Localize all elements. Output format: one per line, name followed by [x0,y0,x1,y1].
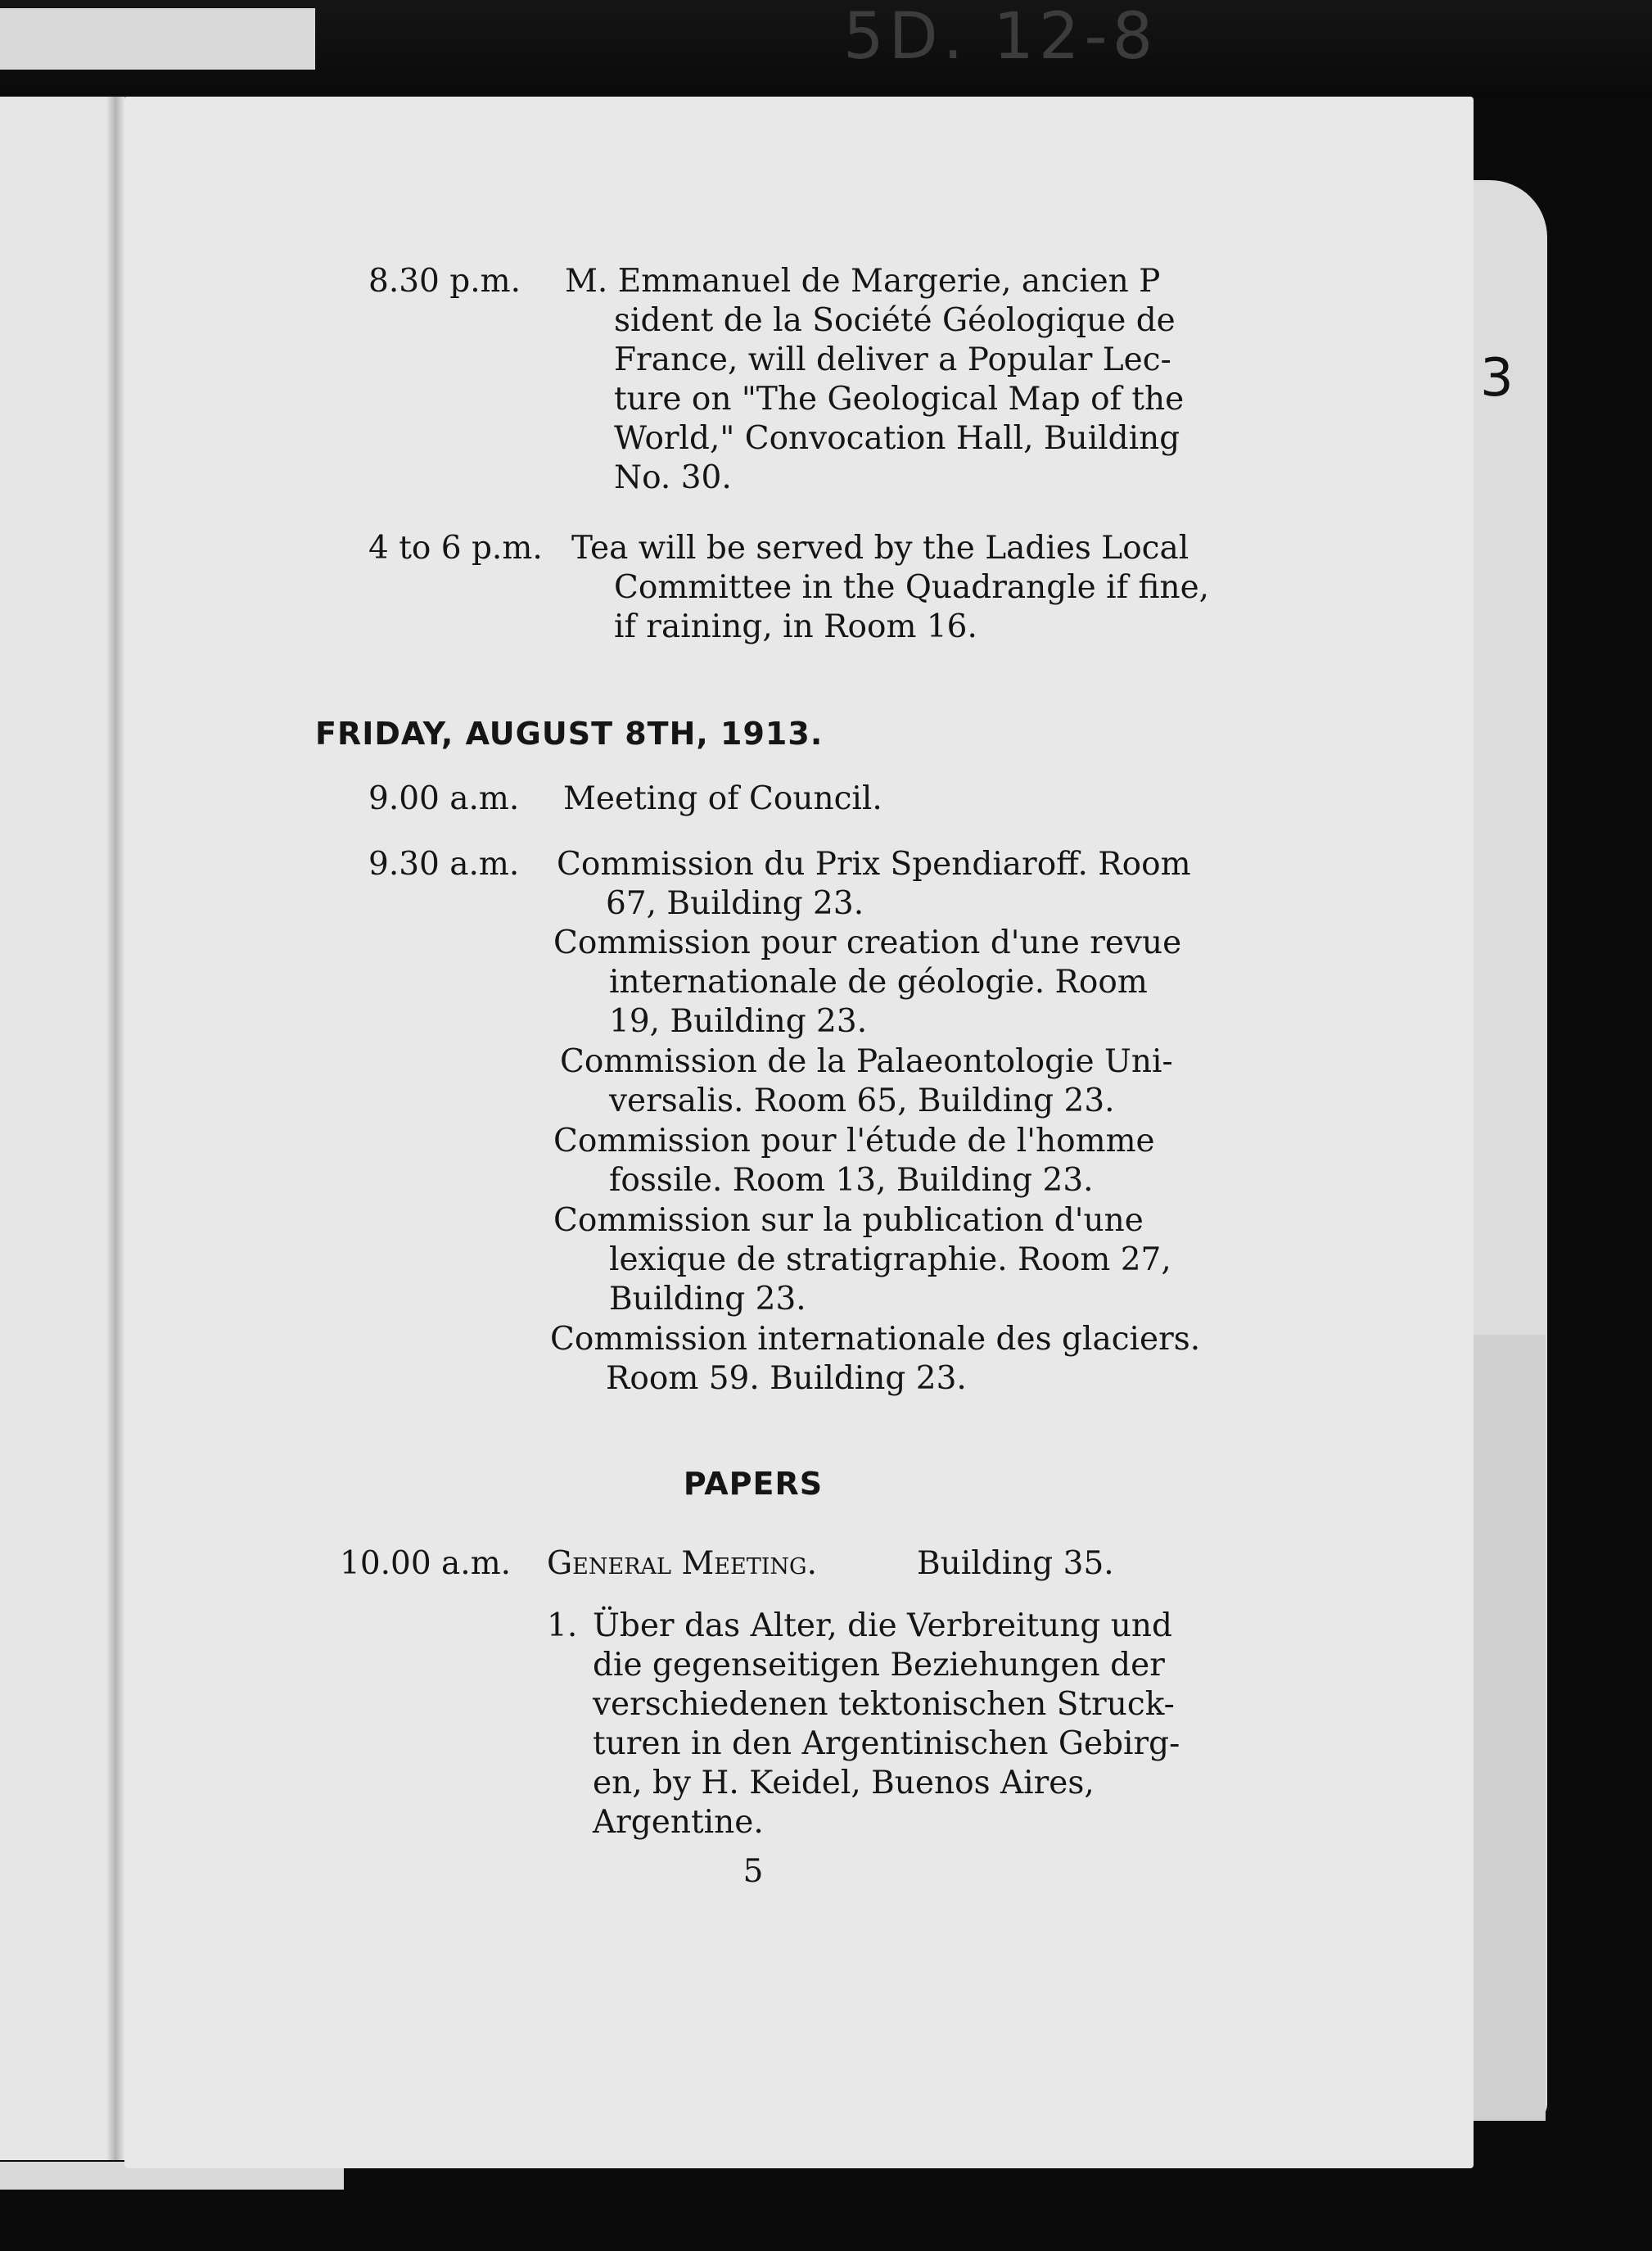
page-number: 5 [742,1853,764,1890]
schedule-time: 10.00 a.m. [340,1545,512,1582]
paper-text-line: Argentine. [593,1804,764,1841]
paper-text-line: die gegenseitigen Beziehungen der [593,1647,1165,1684]
commission-item-line: Commission pour l'étude de l'homme [553,1123,1155,1159]
schedule-text-line: Committee in the Quadrangle if fine, [614,569,1210,606]
schedule-text-line: France, will deliver a Popular Lec- [614,341,1171,378]
film-corner-top-left [0,8,315,70]
schedule-time: 4 to 6 p.m. [368,530,543,567]
commission-item-line: Commission de la Palaeontologie Uni- [560,1043,1173,1080]
commission-item-line: internationale de géologie. Room [609,964,1148,1001]
commission-item-line: Commission internationale des glaciers. [550,1321,1201,1358]
paper-text-line: verschiedenen tektonischen Struck- [593,1686,1175,1723]
schedule-time: 8.30 p.m. [368,263,521,300]
schedule-text-line: ture on "The Geological Map of the [614,381,1185,418]
schedule-text-line: No. 30. [614,459,732,496]
schedule-text-line: World," Convocation Hall, Building [614,420,1180,457]
schedule-time: 9.30 a.m. [368,846,520,883]
commission-item-line: lexique de stratigraphie. Room 27, [609,1241,1171,1278]
commission-item-line: versalis. Room 65, Building 23. [609,1083,1115,1119]
paper-text-line: Über das Alter, die Verbreitung und [593,1607,1172,1644]
commission-item-line: Room 59. Building 23. [606,1360,967,1397]
schedule-time: 9.00 a.m. [368,780,520,817]
paper-text-line: en, by H. Keidel, Buenos Aires, [593,1765,1095,1801]
page-edge-right-lower [1474,1335,1546,2121]
commission-item-line: Commission pour creation d'une revue [553,924,1182,961]
schedule-text-line: Meeting of Council. [563,780,882,817]
paper-number: 1. [547,1607,578,1644]
commission-item-line: Commission du Prix Spendiaroff. Room [557,846,1191,883]
paper-text-line: turen in den Argentinischen Gebirg- [593,1725,1180,1762]
general-meeting-label: General Meeting. [547,1545,817,1582]
commission-item-line: Commission sur la publication d'une [553,1202,1144,1239]
edge-page-mark: 3 [1480,348,1514,409]
commission-item-line: fossile. Room 13, Building 23. [609,1162,1094,1199]
schedule-text-line: sident de la Société Géologique de [614,302,1176,339]
page-gutter [106,97,124,2160]
section-heading-friday: FRIDAY, AUGUST 8TH, 1913. [315,716,824,752]
commission-item-line: 67, Building 23. [606,885,864,922]
section-heading-papers: PAPERS [683,1466,824,1502]
schedule-text-line: if raining, in Room 16. [614,608,977,645]
schedule-text-line: Tea will be served by the Ladies Local [571,530,1189,567]
commission-item-line: Building 23. [609,1281,806,1318]
meeting-place: Building 35. [917,1545,1114,1582]
film-handwritten-scrawl: 5D. 12-8 [843,0,1158,74]
commission-item-line: 19, Building 23. [609,1003,868,1040]
schedule-text-line: M. Emmanuel de Margerie, ancien P [565,263,1161,300]
